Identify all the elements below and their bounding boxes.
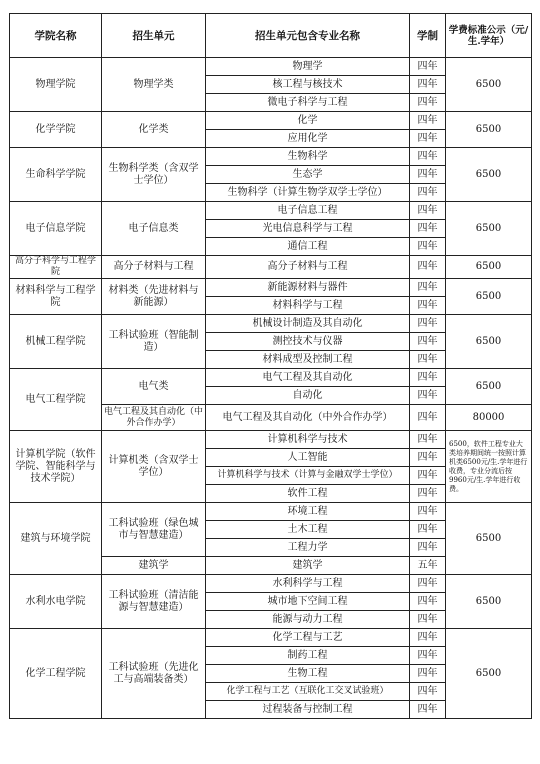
major-cell: 化学工程与工艺 — [206, 629, 410, 647]
years-cell: 四年 — [410, 575, 446, 593]
header-college: 学院名称 — [10, 14, 102, 58]
years-cell: 四年 — [410, 485, 446, 503]
fee-cell: 6500 — [446, 503, 532, 575]
years-cell: 四年 — [410, 683, 446, 701]
table-row — [10, 431, 532, 449]
unit-cell: 工科试验班（智能制造） — [102, 315, 206, 369]
years-cell: 四年 — [410, 503, 446, 521]
fee-cell: 6500 — [446, 315, 532, 369]
fee-cell: 6500 — [446, 202, 532, 256]
years-cell: 四年 — [410, 665, 446, 683]
table-row — [10, 58, 532, 76]
unit-cell: 工科试验班（绿色城市与智慧建造） — [102, 503, 206, 557]
years-cell: 四年 — [410, 701, 446, 719]
major-cell: 通信工程 — [206, 238, 410, 256]
table-row — [10, 503, 532, 521]
header-years: 学制 — [410, 14, 446, 58]
years-cell: 四年 — [410, 449, 446, 467]
fee-cell: 6500 — [446, 256, 532, 279]
unit-cell: 工科试验班（清洁能源与智慧建造） — [102, 575, 206, 629]
years-cell: 四年 — [410, 629, 446, 647]
major-cell: 制药工程 — [206, 647, 410, 665]
fee-cell: 6500，软件工程专业大类培养期间统一按照计算机类6500元/生.学年进行收费，专业分流后按9960元/生.学年进行收费。 — [446, 431, 532, 503]
college-cell: 高分子科学与工程学院 — [10, 256, 102, 279]
fee-cell: 6500 — [446, 279, 532, 315]
table-row — [10, 315, 532, 333]
years-cell: 四年 — [410, 467, 446, 485]
years-cell: 四年 — [410, 184, 446, 202]
major-cell: 计算机科学与技术 — [206, 431, 410, 449]
major-cell: 过程装备与控制工程 — [206, 701, 410, 719]
major-cell: 微电子科学与工程 — [206, 94, 410, 112]
years-cell: 四年 — [410, 611, 446, 629]
years-cell: 四年 — [410, 279, 446, 297]
years-cell: 四年 — [410, 166, 446, 184]
major-cell: 机械设计制造及其自动化 — [206, 315, 410, 333]
fee-cell: 6500 — [446, 575, 532, 629]
major-cell: 生物科学（计算生物学双学士学位） — [206, 184, 410, 202]
table-row — [10, 279, 532, 297]
table-row — [10, 369, 532, 387]
years-cell: 四年 — [410, 112, 446, 130]
major-cell: 城市地下空间工程 — [206, 593, 410, 611]
years-cell: 四年 — [410, 539, 446, 557]
years-cell: 四年 — [410, 256, 446, 279]
major-cell: 应用化学 — [206, 130, 410, 148]
fee-cell: 6500 — [446, 148, 532, 202]
major-cell: 高分子材料与工程 — [206, 256, 410, 279]
fee-cell: 6500 — [446, 369, 532, 405]
college-cell: 化学工程学院 — [10, 629, 102, 719]
tuition-table — [9, 13, 532, 719]
college-cell: 电子信息学院 — [10, 202, 102, 256]
major-cell: 光电信息科学与工程 — [206, 220, 410, 238]
major-cell: 生物科学 — [206, 148, 410, 166]
header-majors: 招生单元包含专业名称 — [206, 14, 410, 58]
years-cell: 五年 — [410, 557, 446, 575]
table-row — [10, 148, 532, 166]
years-cell: 四年 — [410, 387, 446, 405]
fee-cell: 6500 — [446, 112, 532, 148]
major-cell: 电气工程及其自动化（中外合作办学） — [206, 405, 410, 431]
unit-cell: 电子信息类 — [102, 202, 206, 256]
years-cell: 四年 — [410, 76, 446, 94]
unit-cell: 计算机类（含双学士学位） — [102, 431, 206, 503]
years-cell: 四年 — [410, 315, 446, 333]
years-cell: 四年 — [410, 94, 446, 112]
major-cell: 土木工程 — [206, 521, 410, 539]
major-cell: 软件工程 — [206, 485, 410, 503]
major-cell: 新能源材料与器件 — [206, 279, 410, 297]
table-row — [10, 202, 532, 220]
years-cell: 四年 — [410, 148, 446, 166]
unit-cell: 电气类 — [102, 369, 206, 405]
years-cell: 四年 — [410, 647, 446, 665]
unit-cell: 工科试验班（先进化工与高端装备类） — [102, 629, 206, 719]
major-cell: 生物工程 — [206, 665, 410, 683]
college-cell: 化学学院 — [10, 112, 102, 148]
major-cell: 计算机科学与技术（计算与金融双学士学位） — [206, 467, 410, 485]
fee-cell: 6500 — [446, 629, 532, 719]
major-cell: 材料科学与工程 — [206, 297, 410, 315]
table-row — [10, 112, 532, 130]
college-cell: 建筑与环境学院 — [10, 503, 102, 575]
college-cell: 计算机学院（软件学院、智能科学与技术学院） — [10, 431, 102, 503]
college-cell: 物理学院 — [10, 58, 102, 112]
college-cell: 机械工程学院 — [10, 315, 102, 369]
header-unit: 招生单元 — [102, 14, 206, 58]
fee-cell: 80000 — [446, 405, 532, 431]
unit-cell: 高分子材料与工程 — [102, 256, 206, 279]
table-header-row — [10, 14, 532, 58]
years-cell: 四年 — [410, 351, 446, 369]
major-cell: 人工智能 — [206, 449, 410, 467]
years-cell: 四年 — [410, 369, 446, 387]
years-cell: 四年 — [410, 333, 446, 351]
table-row — [10, 256, 532, 279]
header-fee: 学费标准公示（元/生.学年） — [446, 14, 532, 58]
major-cell: 生态学 — [206, 166, 410, 184]
college-cell: 水利水电学院 — [10, 575, 102, 629]
years-cell: 四年 — [410, 297, 446, 315]
unit-cell: 材料类（先进材料与新能源） — [102, 279, 206, 315]
unit-cell: 建筑学 — [102, 557, 206, 575]
major-cell: 核工程与核技术 — [206, 76, 410, 94]
major-cell: 环境工程 — [206, 503, 410, 521]
years-cell: 四年 — [410, 58, 446, 76]
years-cell: 四年 — [410, 593, 446, 611]
major-cell: 物理学 — [206, 58, 410, 76]
table-row — [10, 629, 532, 647]
major-cell: 建筑学 — [206, 557, 410, 575]
years-cell: 四年 — [410, 238, 446, 256]
major-cell: 化学工程与工艺（互联化工交叉试验班） — [206, 683, 410, 701]
major-cell: 工程力学 — [206, 539, 410, 557]
major-cell: 化学 — [206, 112, 410, 130]
major-cell: 电子信息工程 — [206, 202, 410, 220]
years-cell: 四年 — [410, 202, 446, 220]
unit-cell: 生物科学类（含双学士学位） — [102, 148, 206, 202]
unit-cell: 物理学类 — [102, 58, 206, 112]
college-cell: 材料科学与工程学院 — [10, 279, 102, 315]
major-cell: 能源与动力工程 — [206, 611, 410, 629]
years-cell: 四年 — [410, 431, 446, 449]
years-cell: 四年 — [410, 220, 446, 238]
years-cell: 四年 — [410, 130, 446, 148]
major-cell: 电气工程及其自动化 — [206, 369, 410, 387]
years-cell: 四年 — [410, 521, 446, 539]
years-cell: 四年 — [410, 405, 446, 431]
college-cell: 生命科学学院 — [10, 148, 102, 202]
college-cell: 电气工程学院 — [10, 369, 102, 431]
major-cell: 材料成型及控制工程 — [206, 351, 410, 369]
unit-cell: 化学类 — [102, 112, 206, 148]
major-cell: 自动化 — [206, 387, 410, 405]
major-cell: 水利科学与工程 — [206, 575, 410, 593]
table-row — [10, 575, 532, 593]
unit-cell: 电气工程及其自动化（中外合作办学） — [102, 405, 206, 431]
fee-cell: 6500 — [446, 58, 532, 112]
major-cell: 测控技术与仪器 — [206, 333, 410, 351]
